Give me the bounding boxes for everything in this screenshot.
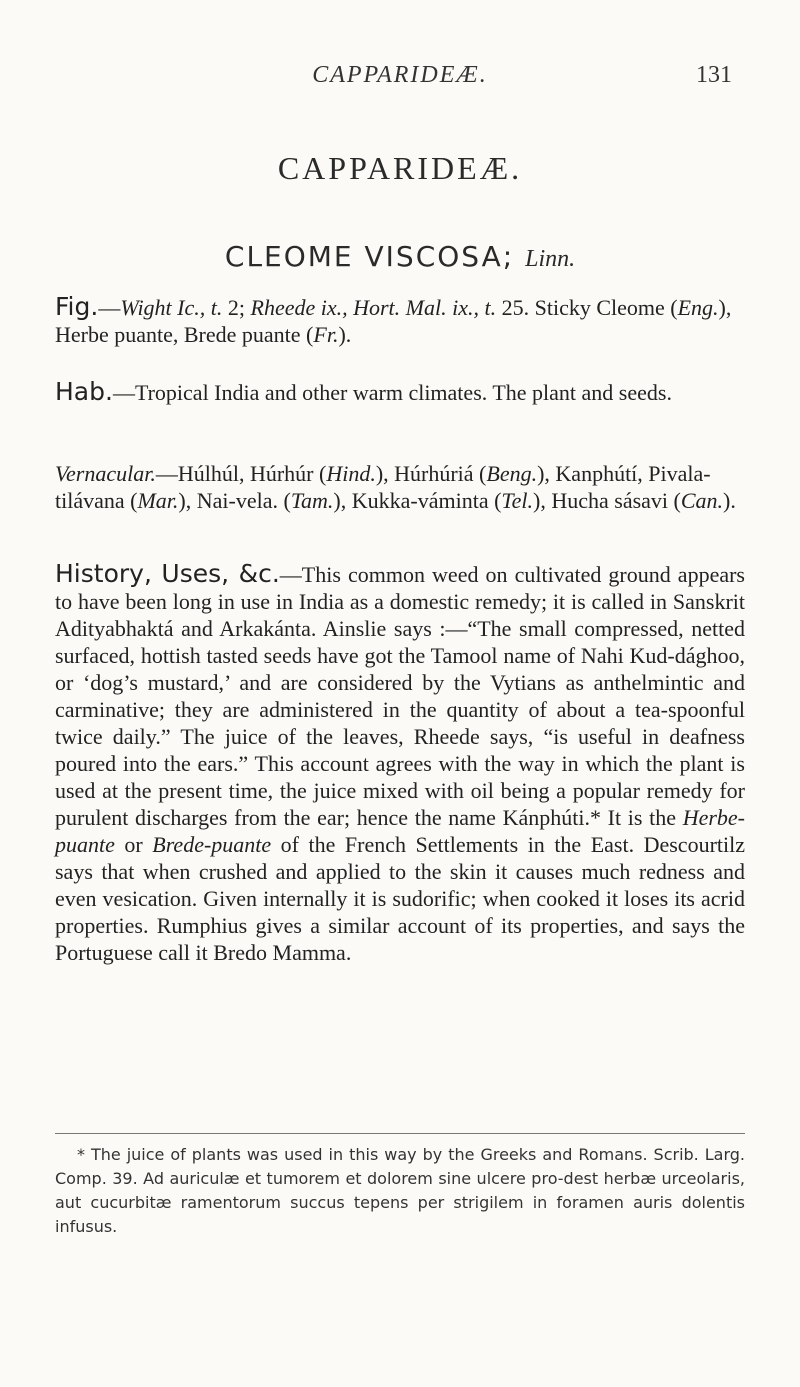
running-head — [0, 62, 800, 102]
history-italic-term: Brede-puante — [152, 832, 272, 857]
lang-hind: Hind. — [326, 461, 376, 486]
footnote-marker: * — [77, 1145, 85, 1164]
fig-common-lang: Eng. — [677, 295, 719, 320]
lang-tam: Tam. — [290, 488, 334, 513]
running-title: CAPPARIDEÆ. — [312, 62, 488, 88]
fig-end: ). — [338, 322, 352, 347]
page-number: 131 — [696, 62, 732, 88]
footnote-rule — [55, 1133, 745, 1134]
fig-common-name: Sticky Cleome ( — [534, 295, 678, 320]
history-label: History, Uses, &c. — [55, 559, 280, 588]
vernacular-text: ), Húrhúriá ( — [375, 461, 487, 486]
hab-label: Hab. — [55, 377, 113, 406]
lang-can: Can. — [680, 488, 724, 513]
vernacular-label: Vernacular. — [55, 461, 156, 486]
vernacular-section — [55, 460, 745, 514]
vernacular-text: ), Kanphútí, Pivala-tilávana ( — [55, 461, 711, 513]
fig-section — [55, 293, 745, 348]
vernacular-text: —Húlhúl, Húrhúr ( — [155, 461, 327, 486]
lang-tel: Tel. — [501, 488, 534, 513]
species-name: CLEOME VISCOSA; — [224, 240, 515, 273]
history-italic-term: Herbe-puante — [55, 805, 745, 857]
fig-ref-wight-num: 2; — [227, 295, 245, 320]
species-authority: Linn. — [525, 246, 576, 272]
history-section — [55, 560, 745, 966]
fig-ref-rheede: Rheede ix., Hort. Mal. ix., t. — [250, 295, 497, 320]
family-heading: CAPPARIDEÆ. — [277, 150, 523, 186]
history-text: —This common weed on cultivated ground appears to have been long in use in India as a domestic remedy; it is called in Sanskrit Adityabhaktá and Arkakánta. Ainslie says :—“The small compressed, netted surfaced, hottish tasted seeds have got the Tamool name of Nahi Kud-dághoo, or ‘dog’s mustard,’ and are considered by the Vytians as anthelmintic and carminative; they are administered in the quantity of about a tea-spoonful twice daily.” The juice of the leaves, Rheede says, “is useful in deafness poured into the ears.” This account agrees with the way in which the plant is used at the present time, the juice mixed with oil being a popular remedy for purulent discharges from the ear; hence the name Kánphúti.* — [55, 562, 745, 830]
vernacular-text: ), Hucha sásavi ( — [533, 488, 681, 513]
fig-ref-rheede-num: 25. — [501, 295, 530, 320]
fig-label: Fig. — [55, 292, 99, 321]
vernacular-text: ). — [723, 488, 736, 513]
fig-ref-wight: Wight Ic., t. — [120, 295, 223, 320]
history-text: of the French Settlements in the East. Descourtilz says that when crushed and applied to the skin it causes much redness and even vesication. Given internally it is sudorific; when cooked it loses its acrid properties. Rumphius gives a similar account of its properties, and says the Portuguese call it Bredo Mamma. — [55, 832, 746, 965]
fig-common-name-fr: ), Herbe puante, Brede puante ( — [55, 295, 732, 347]
vernacular-text: ), Kukka-váminta ( — [333, 488, 502, 513]
vernacular-text: ), Nai-vela. ( — [178, 488, 291, 513]
species-heading — [0, 240, 800, 273]
history-text: or — [114, 832, 153, 857]
fig-common-lang-fr: Fr. — [313, 322, 339, 347]
history-text: It is the — [600, 805, 683, 830]
footnote — [55, 1143, 745, 1239]
lang-beng: Beng. — [486, 461, 538, 486]
lang-mar: Mar. — [137, 488, 179, 513]
fig-dash: — — [98, 295, 121, 320]
footnote-text: The juice of plants was used in this way by the Greeks and Romans. Scrib. Larg. Comp. 39. Ad auriculæ et tumorem et dolorem sine ulcere pro-dest herbæ urceolaris, aut cucurbitæ ramentorum succus tepens per strigilem in foramen auris dolentis infusus. — [55, 1145, 745, 1236]
hab-section — [55, 378, 745, 406]
hab-text: —Tropical India and other warm climates. The plant and seeds. — [112, 380, 672, 405]
